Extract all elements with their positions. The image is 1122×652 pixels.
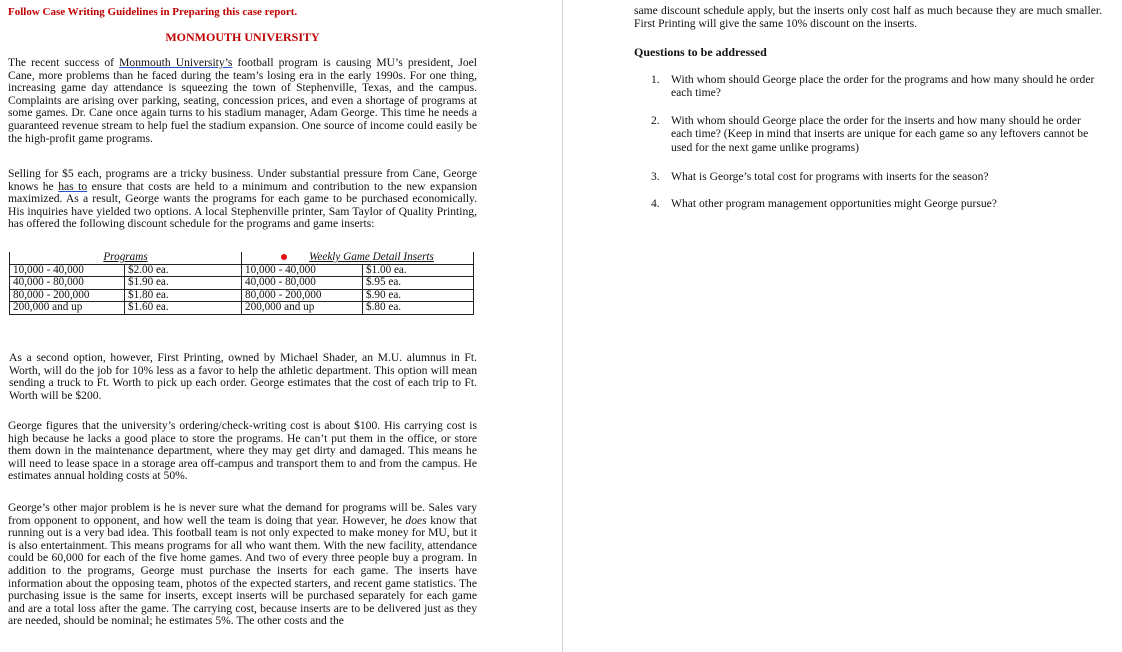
- program-price: $1.90 ea.: [125, 277, 242, 290]
- paragraph-costs: George figures that the university’s ordering/check-writing cost is about $100. His carrying cost is high because he lacks a good place to store the programs. He can’t put them in the office, or store them down in the maintenance department, where they may get dirty and damaged. This means he will need to lease space in a storage area off-campus and transport them to and from the campus. He estimates annual holding costs at 50%.: [8, 419, 477, 483]
- question-text: With whom should George place the order for the programs and how many should he order each time?: [671, 73, 1095, 100]
- program-range: 40,000 - 80,000: [10, 277, 125, 290]
- case-title: MONMOUTH UNIVERSITY: [165, 30, 320, 44]
- question-text: What is George’s total cost for programs with inserts for the season?: [671, 170, 989, 183]
- insert-range: 10,000 - 40,000: [242, 264, 363, 277]
- program-price: $2.00 ea.: [125, 264, 242, 277]
- insert-range: 200,000 and up: [242, 302, 363, 315]
- page-left: [0, 0, 560, 652]
- marker-dot-icon: [281, 254, 287, 260]
- questions-heading: Questions to be addressed: [634, 45, 767, 59]
- programs-header: Programs: [10, 252, 242, 264]
- question-number: 2.: [651, 114, 660, 127]
- program-range: 200,000 and up: [10, 302, 125, 315]
- page-right: [563, 0, 1122, 652]
- table-row: [10, 264, 474, 277]
- question-number: 4.: [651, 197, 660, 210]
- question-text: What other program management opportunities might George pursue?: [671, 197, 997, 210]
- paragraph-second-option: As a second option, however, First Printing, owned by Michael Shader, an M.U. alumnus in Ft. Worth, will do the job for 10% less as a favor to help the athletic department. This option will mean sending a truck to Ft. Worth to pick up each order. George estimates that the cost of each trip to Ft. Worth will be $200.: [9, 351, 477, 402]
- paragraph-continuation: same discount schedule apply, but the inserts only cost half as much because they are much smaller. First Printing will give the same 10% discount on the inserts.: [634, 4, 1102, 30]
- question-number: 3.: [651, 170, 660, 183]
- paragraph-pricing: Selling for $5 each, programs are a tricky business. Under substantial pressure from Cane, George knows he has to ensure that costs are held to a minimum and contribution to the new expansion maximized. As a result, George wants the programs for each game to be purchased economically. His inquiries have yielded two options. A local Stephenville printer, Sam Taylor of Quality Printing, has offered the following discount schedule for the programs and game inserts:: [8, 167, 478, 231]
- paragraph-demand: George’s other major problem is he is never sure what the demand for programs will be. Sales vary from opponent to opponent, and how well the team is doing that year. However, he does know that running out is a very bad idea. This football team is not only expected to make money for MU, but it is also entertainment. This means programs for all who want them. With the new facility, attendance could be 60,000 for each of the five home games. And two of every three people buy a program. In addition to the programs, George must purchase the inserts for each game. The inserts have information about the opposing team, photos of the expected starters, and recent game statistics. The purchasing issue is the same for inserts, except inserts will be purchased separately for each game and are a total loss after the game. The carrying cost, because inserts are to be delivered just as they are needed, should be nominal; he estimates 5%. The other costs and the: [8, 501, 477, 628]
- table-row: [10, 289, 474, 302]
- table-row: [10, 277, 474, 290]
- case-instruction: Follow Case Writing Guidelines in Preparing this case report.: [8, 6, 298, 18]
- program-range: 80,000 - 200,000: [10, 289, 125, 302]
- spellcheck-link: Monmouth University’s: [119, 56, 233, 69]
- emphasis-does: does: [405, 513, 427, 527]
- question-text: With whom should George place the order for the inserts and how many should he order each time? (Keep in mind that inserts are unique for each game so any leftovers cannot be used for the next game unlike programs): [671, 114, 1089, 154]
- program-price: $1.60 ea.: [125, 302, 242, 315]
- insert-range: 80,000 - 200,000: [242, 289, 363, 302]
- program-price: $1.80 ea.: [125, 289, 242, 302]
- table-header-row: [10, 252, 474, 264]
- insert-price: $.90 ea.: [363, 289, 474, 302]
- grammar-link: has to: [58, 179, 88, 193]
- discount-schedule-table: [9, 252, 474, 315]
- table-row: [10, 302, 474, 315]
- insert-range: 40,000 - 80,000: [242, 277, 363, 290]
- insert-price: $.80 ea.: [363, 302, 474, 315]
- paragraph-intro: The recent success of Monmouth University’s football program is causing MU’s president, Joel Cane, more problems than he faced during the team’s losing era in the early 1990s. For one thing, increasing game day attendance is squeezing the town of Stephenville, Texas, and the campus. Complaints are arising over parking, seating, concession prices, and even a shortage of programs at some games. Dr. Cane once again turns to his stadium manager, Adam George. This time he needs a guaranteed revenue stream to help fuel the stadium expansion. One source of income could easily be the high-profit game programs.: [8, 56, 477, 145]
- inserts-header: Weekly Game Detail Inserts: [242, 252, 474, 264]
- program-range: 10,000 - 40,000: [10, 264, 125, 277]
- insert-price: $.95 ea.: [363, 277, 474, 290]
- question-number: 1.: [651, 73, 660, 86]
- insert-price: $1.00 ea.: [363, 264, 474, 277]
